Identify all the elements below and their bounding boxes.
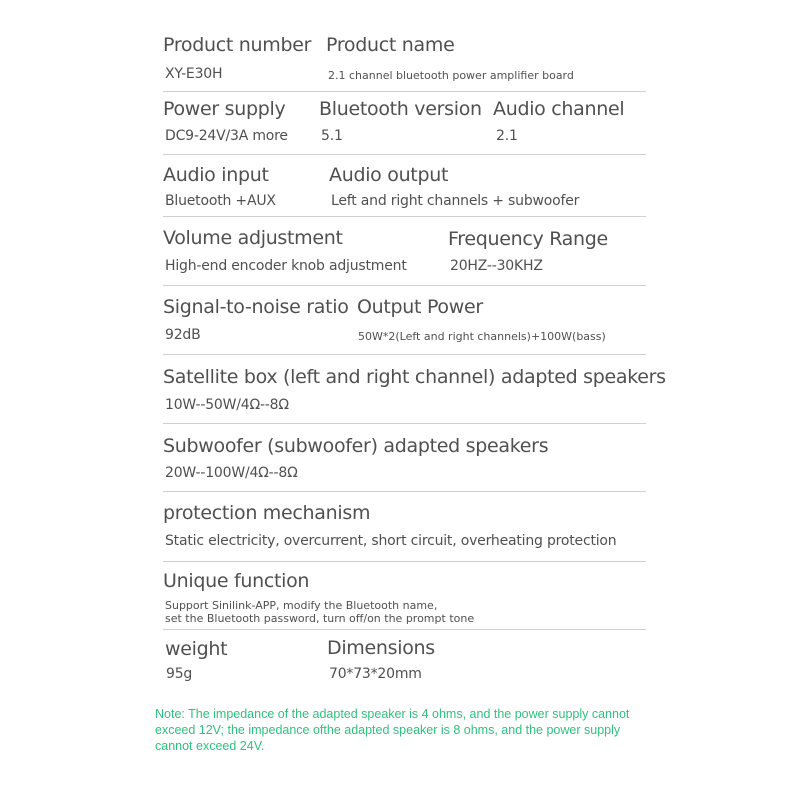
divider: [163, 285, 646, 286]
product-name-label: Product name: [326, 34, 455, 56]
output-power-label: Output Power: [357, 296, 483, 318]
divider: [163, 561, 646, 562]
satellite-speakers-value: 10W--50W/4Ω--8Ω: [165, 397, 289, 413]
unique-function-line-2: set the Bluetooth password, turn off/on the prompt tone: [165, 612, 475, 625]
audio-input-value: Bluetooth +AUX: [165, 193, 276, 209]
audio-output-label: Audio output: [329, 164, 449, 186]
protection-value: Static electricity, overcurrent, short circuit, overheating protection: [165, 533, 617, 549]
product-number-value: XY-E30H: [165, 66, 223, 82]
audio-channel-value: 2.1: [496, 128, 518, 144]
unique-function-line-1: Support Sinilink-APP, modify the Bluetooth name,: [165, 599, 438, 612]
bluetooth-version-value: 5.1: [321, 128, 343, 144]
satellite-speakers-label: Satellite box (left and right channel) adapted speakers: [163, 366, 666, 388]
dimensions-label: Dimensions: [327, 637, 435, 659]
audio-channel-label: Audio channel: [493, 98, 625, 120]
product-number-label: Product number: [163, 34, 312, 56]
unique-function-label: Unique function: [163, 570, 310, 592]
product-name-value: 2.1 channel bluetooth power amplifier board: [328, 69, 574, 82]
protection-label: protection mechanism: [163, 502, 371, 524]
weight-value: 95g: [166, 666, 193, 682]
snr-label: Signal-to-noise ratio: [163, 296, 349, 318]
divider: [163, 423, 646, 424]
divider: [163, 91, 646, 92]
subwoofer-speakers-label: Subwoofer (subwoofer) adapted speakers: [163, 435, 549, 457]
divider: [163, 491, 646, 492]
frequency-range-label: Frequency Range: [448, 228, 608, 250]
weight-label: weight: [165, 638, 228, 660]
volume-adjustment-label: Volume adjustment: [163, 227, 343, 249]
divider: [163, 354, 646, 355]
dimensions-value: 70*73*20mm: [329, 666, 422, 682]
audio-input-label: Audio input: [163, 164, 269, 186]
impedance-note: Note: The impedance of the adapted speaker is 4 ohms, and the power supply cannot exceed 12V; the impedance ofthe adapted speaker is 8 ohms, and the power supply cannot exceed 24V.: [155, 707, 630, 753]
subwoofer-speakers-value: 20W--100W/4Ω--8Ω: [165, 465, 298, 481]
snr-value: 92dB: [165, 327, 201, 343]
audio-output-value: Left and right channels + subwoofer: [331, 193, 580, 209]
divider: [163, 216, 646, 217]
output-power-value: 50W*2(Left and right channels)+100W(bass): [358, 330, 606, 343]
volume-adjustment-value: High-end encoder knob adjustment: [165, 258, 407, 274]
bluetooth-version-label: Bluetooth version: [319, 98, 482, 120]
divider: [163, 629, 646, 630]
frequency-range-value: 20HZ--30KHZ: [450, 258, 543, 274]
power-supply-label: Power supply: [163, 98, 286, 120]
power-supply-value: DC9-24V/3A more: [165, 128, 288, 144]
divider: [163, 154, 646, 155]
